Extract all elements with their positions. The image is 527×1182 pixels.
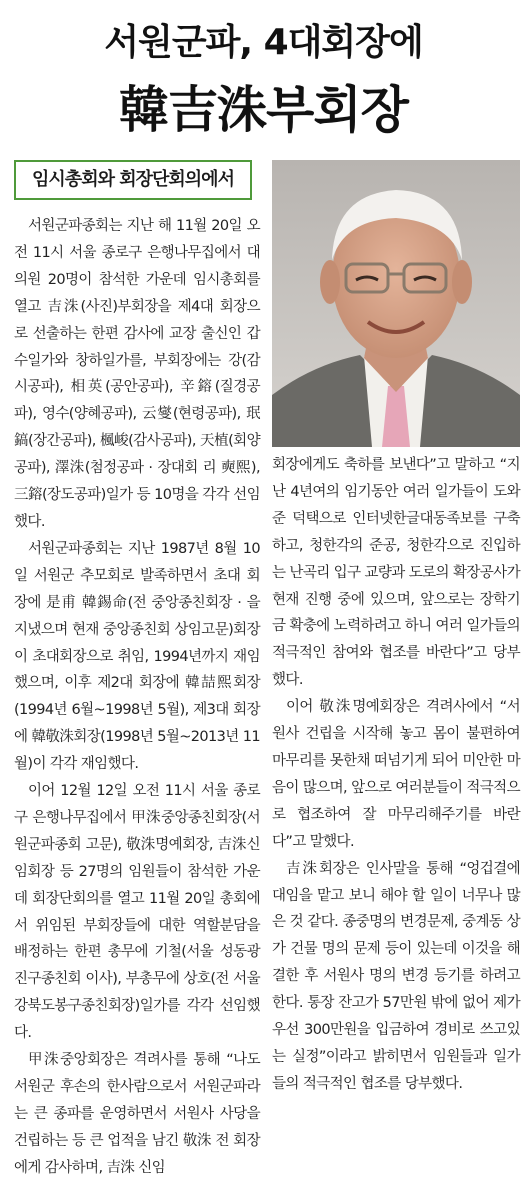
subheadline-box: 임시총회와 회장단회의에서 bbox=[14, 160, 252, 200]
portrait-photo bbox=[272, 160, 520, 447]
article-paragraph: 甲洙중앙회장은 격려사를 통해 “나도 서원군 후손의 한사람으로서 서원군파라는 큰 종파를 운영하면서 서원사 사당을 건립하는 등 큰 업적을 남긴 敬洙 전 회장에게 감사하며, 吉洙 신임 bbox=[14, 1052, 260, 1176]
headline-line1: 서원군파, 4대회장에 bbox=[104, 22, 423, 63]
headline-line2: 韓吉洙부회장 bbox=[119, 81, 408, 139]
article-paragraph: 이어 敬洙명예회장은 격려사에서 “서원사 건립을 시작해 놓고 몸이 불편하여 마무리를 못한채 떠넘기게 되어 미안한 마음이 많으며, 앞으로 여러분들이 적극적으로 협조하여 잘 마무리해주기를 바란다”고 말했다. bbox=[272, 699, 520, 850]
article-column-1 bbox=[14, 213, 260, 1182]
article-paragraph: 서원군파종회는 지난 1987년 8월 10일 서원군 추모회로 발족하면서 초대 회장에 是甫 韓錫命(전 중앙종친회장 · 을 지냈으며 현재 중앙종친회 상임고문)회장이 초대회장으로 취임, 1994년까지 재임했으며, 이후 제2대 회장에 韓喆熙회장(1994년 6월~1998년 5월), 제3대 회장에 韓敬洙회장(1998년 5월~2013년 11월)이 각각 재임했다. bbox=[14, 540, 260, 773]
article-paragraph: 서원군파종회는 지난 해 11월 20일 오전 11시 서울 종로구 은행나무집에서 대의원 20명이 참석한 가운데 임시총회를 열고 吉洙(사진)부회장을 제4대 회장으로 선출하는 한편 감사에 교장 출신인 갑수일가와 창하일가를, 부회장에는 강(감시공파), 相英(공안공파), 辛鎔(질경공파), 영수(양혜공파), 云燮(현령공파), 珉鎬(장간공파), 楓峻(감사공파), 天植(회양공파), 澤洙(첨정공파 · 장대회 리 奭熙), 三鎔(장도공파)일가 등 10명을 각각 선임했다. bbox=[14, 218, 260, 530]
article-column-2 bbox=[272, 452, 520, 1098]
article-paragraph: 吉洙회장은 인사말을 통해 “엉겁결에 대임을 맡고 보니 해야 할 일이 너무나 많은 것 같다. 종중명의 변경문제, 중계동 상가 건물 명의 문제 등이 있는데 이것을 해결한 후 서원사 명의 변경 등기를 하려고 한다. 통장 잔고가 57만원 밖에 없어 제가 우선 300만원을 입금하여 경비로 쓰고있는 실정”이라고 밝히면서 임원들과 일가들의 적극적인 협조를 당부했다. bbox=[272, 860, 520, 1092]
article-paragraph: 회장에게도 축하를 보낸다”고 말하고 “지난 4년여의 임기동안 여러 일가들이 도와준 덕택으로 인터넷한글대동족보를 구축하고, 청한각의 준공, 청한각으로 진입하는 난곡리 입구 교량과 도로의 확장공사가 현재 진행 중에 있으며, 앞으로는 장학기금 확충에 노력하려고 하니 여러 일가들의 적극적인 참여와 협조를 바란다”고 당부했다. bbox=[272, 457, 520, 689]
article-paragraph: 이어 12월 12일 오전 11시 서울 종로구 은행나무집에서 甲洙중앙종친회장(서원군파종회 고문), 敬洙명예회장, 吉洙신임회장 등 27명의 임원들이 참석한 가운데 회장단회의를 열고 11월 20일 총회에서 위임된 부회장들에 대한 역할분담을 배정하는 한편 총무에 기철(서울 성동광진구종친회 이사), 부총무에 상호(전 서울 강북도봉구종친회장)일가를 각각 선임했다. bbox=[14, 783, 260, 1042]
